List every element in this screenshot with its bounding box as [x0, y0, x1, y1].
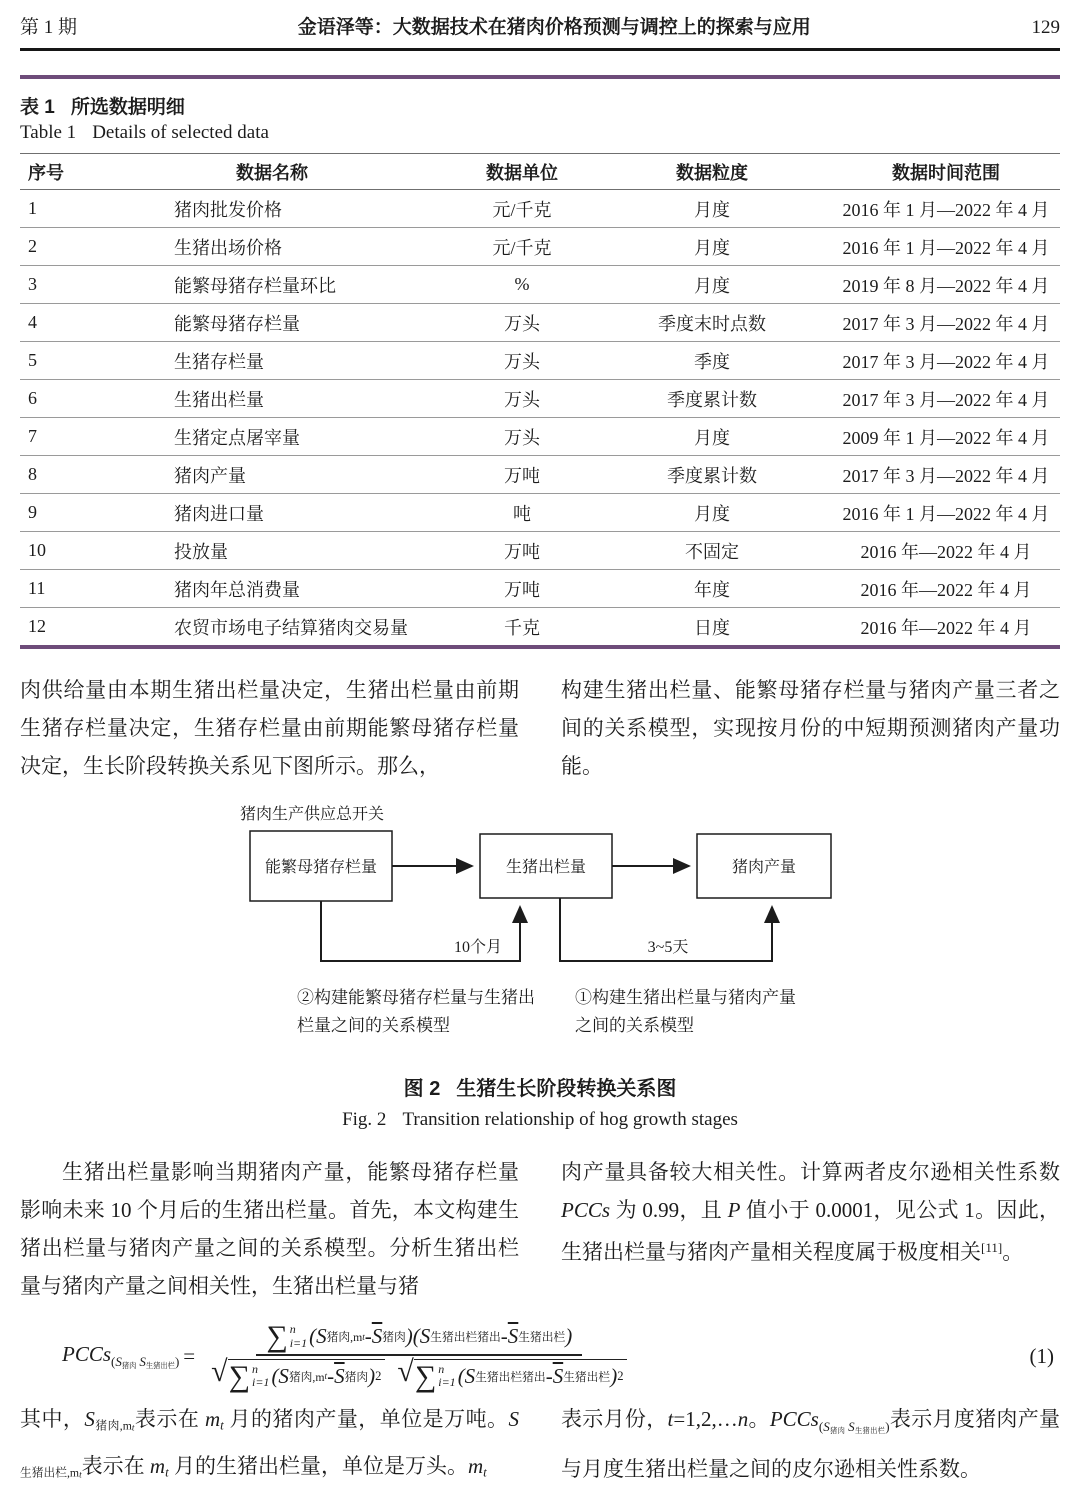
cell-name: 生猪出栏量 — [174, 389, 264, 410]
cell-unit: 千克 — [504, 617, 540, 638]
cell-unit: 万头 — [504, 351, 540, 372]
pccs-subscript: (S猪肉 S生猪出栏) — [818, 1419, 890, 1436]
paragraph-left-3: 其中，S猪肉$,m_t$表示在 mt 月的猪肉产量，单位是万吨。S生猪出栏$,m_t$表示在 mt 月的生猪出栏量，单位是万头。mt — [20, 1407, 520, 1480]
col-header-name: 数据名称 — [236, 162, 308, 183]
equation-number: (1) — [1029, 1344, 1054, 1369]
text-run: 月的猪肉产量，单位是万吨。 — [223, 1407, 509, 1432]
cell-granularity: 不固定 — [685, 541, 739, 562]
table-row — [20, 342, 1060, 380]
fraction-denominator — [205, 1356, 633, 1391]
equals-sign: = — [183, 1344, 196, 1369]
cell-timerange: 2017 年 3 月—2022 年 4 月 — [842, 465, 1050, 486]
note-1-line-2: 之间的关系模型 — [575, 1016, 694, 1035]
cell-name: 猪肉进口量 — [174, 503, 264, 524]
cell-index: 6 — [28, 388, 37, 408]
cell-timerange: 2016 年 1 月—2022 年 4 月 — [842, 237, 1050, 258]
sqrt-term-hog: √ ∑ n i=1 (S 生猪出栏猪出 - $\overline{S}$ 生猪出栏 ) 2 — [397, 1359, 627, 1391]
text-run: 。 — [1002, 1240, 1024, 1265]
text-run: 其中， — [20, 1407, 85, 1432]
figure-caption-zh-text: 生猪生长阶段转换关系图 — [456, 1078, 677, 1100]
figure-2-diagram — [230, 801, 850, 1058]
col-header-index: 序号 — [28, 162, 64, 183]
table-body — [20, 190, 1060, 645]
flow-box-label-hog-output: 生猪出栏量 — [505, 859, 587, 876]
cell-timerange: 2017 年 3 月—2022 年 4 月 — [842, 351, 1050, 372]
cell-timerange: 2016 年 1 月—2022 年 4 月 — [842, 503, 1050, 524]
cell-name: 农贸市场电子结算猪肉交易量 — [174, 617, 408, 638]
sqrt-term-pork: √ ∑ n i=1 (S 猪肉,m t - $\overline{S}$ 猪肉 ) 2 — [211, 1359, 385, 1391]
cell-unit: % — [514, 274, 530, 294]
text-run: =1,2,… — [673, 1407, 738, 1432]
cell-name: 猪肉年总消费量 — [174, 579, 300, 600]
cell-name: 投放量 — [174, 541, 228, 562]
edge-label-10-months: 10个月 — [453, 939, 503, 956]
cell-name: 能繁母猪存栏量 — [174, 313, 300, 334]
cell-name: 猪肉产量 — [174, 465, 246, 486]
cell-unit: 万头 — [504, 389, 540, 410]
cell-unit: 万头 — [504, 313, 540, 334]
s-pork-symbol: S — [84, 1407, 95, 1432]
text-run: 为 0.99，且 — [610, 1198, 728, 1222]
cell-unit: 万吨 — [504, 579, 540, 600]
table-row — [20, 418, 1060, 456]
table-caption-zh-label: 表 1 — [20, 97, 55, 118]
equation-lhs-subscript: (S猪肉 S生猪出栏) — [111, 1354, 180, 1371]
sum-symbol: ∑ n i=1 — [266, 1320, 308, 1354]
cell-timerange: 2016 年 1 月—2022 年 4 月 — [842, 199, 1050, 220]
edge-label-3-5-days: 3~5天 — [647, 939, 689, 956]
citation-ref: [11] — [981, 1240, 1003, 1255]
cell-unit: 元/千克 — [492, 237, 552, 258]
note-2-line-1: ②构建能繁母猪存栏量与生猪出 — [297, 988, 535, 1007]
fraction-numerator: ∑ n i=1 (S 猪肉,m t - $\overline{S}$ 猪肉 ) (S 生猪出栏猪出 - $\overline{S}$ 生猪出栏 ) — [256, 1323, 582, 1356]
paragraph-left-1: 肉供给量由本期生猪出栏量决定，生猪出栏量由前期生猪存栏量决定，生猪存栏量由前期能繁母猪存栏量决定，生长阶段转换关系见下图所示。那么， — [20, 678, 519, 778]
col-header-granularity: 数据粒度 — [676, 162, 748, 183]
cell-index: 7 — [28, 426, 37, 446]
cell-name: 能繁母猪存栏量环比 — [174, 275, 336, 296]
figure-caption-en — [20, 1109, 1060, 1131]
cell-granularity: 月度 — [694, 275, 730, 296]
supply-switch-label: 猪肉生产供应总开关 — [240, 806, 385, 823]
table-row — [20, 494, 1060, 532]
col-header-unit: 数据单位 — [486, 162, 558, 183]
cell-index: 12 — [28, 616, 46, 636]
pccs-symbol: PCCs — [769, 1407, 819, 1432]
running-title: 金语泽等：大数据技术在猪肉价格预测与调控上的探索与应用 — [297, 17, 811, 38]
pccs-symbol: PCCs — [62, 1341, 112, 1366]
flow-box-label-pork-production: 猪肉产量 — [731, 859, 797, 876]
figure-caption-zh-label: 图 2 — [403, 1078, 441, 1100]
cell-name: 生猪存栏量 — [174, 351, 264, 372]
text-run: 值小于 0.0001，见公式 1。因此，生猪出栏量与猪肉产量相关程度属于极度相关 — [561, 1198, 1061, 1265]
cell-index: 8 — [28, 464, 37, 484]
paragraph-right-1: 构建生猪出栏量、能繁母猪存栏量与猪肉产量三者之间的关系模型，实现按月份的中短期预测猪肉产量功能。 — [561, 678, 1060, 778]
table-row — [20, 304, 1060, 342]
cell-index: 4 — [28, 312, 37, 332]
cell-granularity: 季度累计数 — [667, 465, 757, 486]
body-columns-2 — [20, 1153, 1060, 1305]
table-row — [20, 570, 1060, 608]
paragraph-left-2: 生猪出栏量影响当期猪肉产量，能繁母猪存栏量影响未来 10 个月后的生猪出栏量。首先，本文构建生猪出栏量与猪肉产量之间的关系模型。分析生猪出栏量与猪肉产量之间相关性，生猪出栏量与猪 — [20, 1160, 519, 1298]
t-symbol: t — [667, 1407, 674, 1432]
cell-granularity: 季度末时点数 — [658, 313, 766, 334]
data-table — [20, 153, 1060, 645]
cell-index: 10 — [28, 540, 46, 560]
cell-timerange: 2016 年—2022 年 4 月 — [860, 617, 1032, 638]
cell-index: 11 — [28, 578, 46, 598]
table-header-row — [20, 154, 1060, 190]
issue-label: 第 1 期 — [20, 17, 78, 38]
header-rule — [20, 48, 1060, 51]
table-caption-zh — [20, 92, 1060, 119]
table-row — [20, 266, 1060, 304]
cell-granularity: 月度 — [694, 199, 730, 220]
cell-index: 1 — [28, 198, 37, 218]
cell-name: 生猪定点屠宰量 — [174, 427, 300, 448]
cell-index: 2 — [28, 236, 37, 256]
text-run: 表示月度猪肉产量与月度生猪出栏量之间的皮尔逊相关性系数。 — [561, 1407, 1061, 1482]
table-row — [20, 532, 1060, 570]
text-run: 表示月份， — [561, 1407, 668, 1432]
pccs-symbol: PCCs — [561, 1198, 611, 1222]
note-2-line-2: 栏量之间的关系模型 — [297, 1016, 450, 1035]
month-symbol: m — [467, 1453, 484, 1478]
n-symbol: n — [737, 1407, 749, 1432]
paragraph-right-2 — [561, 1153, 1060, 1305]
month-symbol: m — [149, 1453, 166, 1478]
body-columns-3 — [20, 1400, 1060, 1493]
table-caption-en-label: Table 1 — [20, 122, 77, 143]
cell-granularity: 日度 — [694, 617, 730, 638]
page-number: 129 — [1031, 17, 1060, 38]
table-row — [20, 608, 1060, 645]
equation-lhs — [62, 1342, 179, 1371]
cell-unit: 吨 — [513, 503, 531, 524]
text-run: 表示在 — [81, 1453, 150, 1478]
table-row — [20, 456, 1060, 494]
cell-granularity: 季度累计数 — [667, 389, 757, 410]
cell-granularity: 月度 — [694, 503, 730, 524]
cell-timerange: 2017 年 3 月—2022 年 4 月 — [842, 389, 1050, 410]
cell-timerange: 2016 年—2022 年 4 月 — [860, 541, 1032, 562]
cell-name: 生猪出场价格 — [174, 237, 282, 258]
cell-unit: 元/千克 — [492, 199, 552, 220]
cell-index: 3 — [28, 274, 37, 294]
cell-name: 猪肉批发价格 — [174, 199, 282, 220]
text-run: 肉产量具备较大相关性。计算两者皮尔逊相关性系数 — [561, 1160, 1060, 1184]
paragraph-right-3 — [561, 1400, 1060, 1493]
cell-timerange: 2009 年 1 月—2022 年 4 月 — [842, 427, 1050, 448]
table-caption-zh-text: 所选数据明细 — [70, 97, 185, 118]
cell-granularity: 月度 — [694, 427, 730, 448]
cell-index: 9 — [28, 502, 37, 522]
table-caption-en-text: Details of selected data — [92, 122, 269, 143]
equation-1 — [20, 1320, 1060, 1393]
table-row — [20, 190, 1060, 228]
figure-caption-en-text: Transition relationship of hog growth stages — [402, 1109, 738, 1130]
table-row — [20, 380, 1060, 418]
cell-timerange: 2016 年—2022 年 4 月 — [860, 579, 1032, 600]
table-top-rule — [20, 75, 1060, 79]
cell-granularity: 年度 — [694, 579, 730, 600]
cell-granularity: 月度 — [694, 237, 730, 258]
hog-growth-flowchart — [230, 801, 850, 1053]
cell-granularity: 季度 — [694, 351, 730, 372]
text-run: 月的生猪出栏量，单位是万头。 — [168, 1453, 468, 1478]
cell-index: 5 — [28, 350, 37, 370]
p-value-symbol: P — [727, 1198, 741, 1222]
table-row — [20, 228, 1060, 266]
text-run: 表示在 — [134, 1407, 205, 1432]
cell-unit: 万吨 — [504, 541, 540, 562]
equation-fraction — [205, 1320, 633, 1393]
figure-caption-en-label: Fig. 2 — [342, 1109, 387, 1130]
cell-timerange: 2019 年 8 月—2022 年 4 月 — [842, 275, 1050, 296]
s-hog-symbol: S — [508, 1407, 520, 1432]
cell-unit: 万吨 — [504, 465, 540, 486]
table-bottom-rule — [20, 645, 1060, 649]
cell-unit: 万头 — [504, 427, 540, 448]
table-caption-en — [20, 122, 1060, 144]
page-header — [20, 10, 1060, 48]
body-columns-1 — [20, 671, 1060, 785]
cell-timerange: 2017 年 3 月—2022 年 4 月 — [842, 313, 1050, 334]
figure-caption-zh — [20, 1072, 1060, 1101]
text-run: 。 — [748, 1407, 770, 1432]
flow-box-label-sow-stock: 能繁母猪存栏量 — [264, 859, 378, 876]
month-symbol: m — [205, 1407, 221, 1432]
note-1-line-1: ①构建生猪出栏量与猪肉产量 — [575, 988, 796, 1007]
col-header-timerange: 数据时间范围 — [892, 162, 1000, 183]
